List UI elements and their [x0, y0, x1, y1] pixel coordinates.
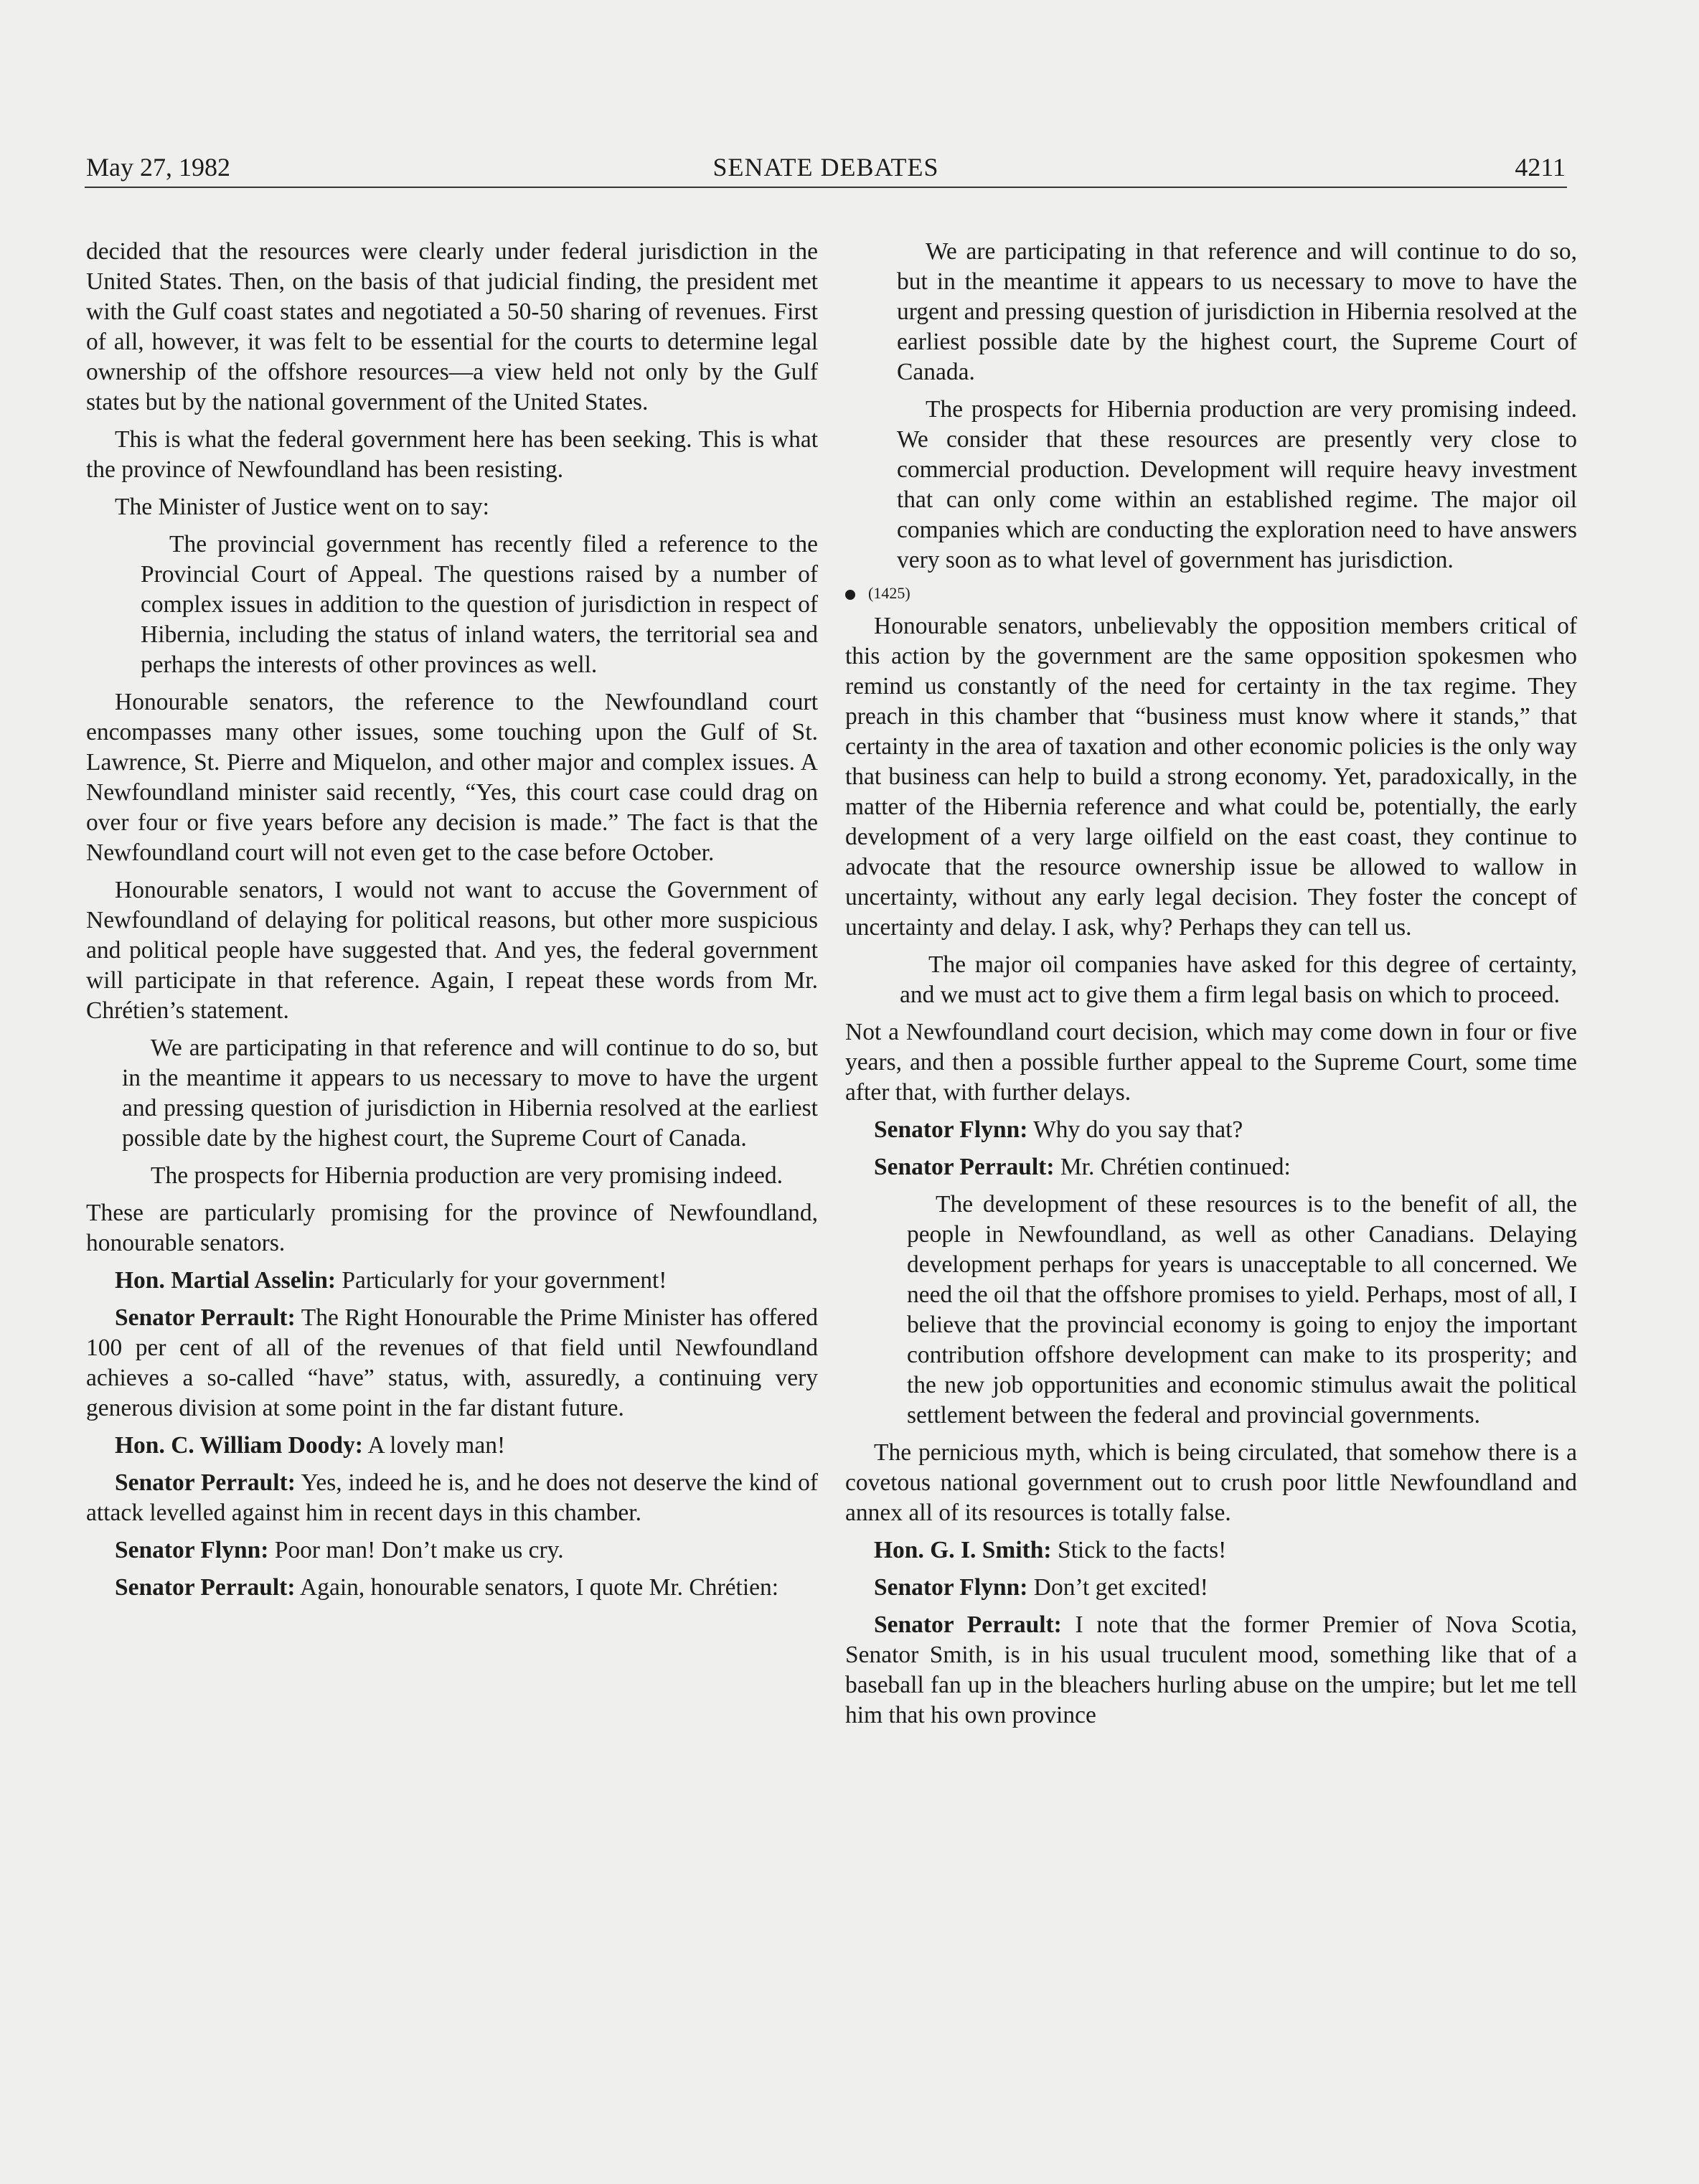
speaker-name: Senator Perrault:: [115, 1574, 296, 1601]
speech-text: Yes, indeed he is, and he does not deserve the kind of attack levelled against him in recent days in this chamber.: [86, 1469, 819, 1526]
paragraph: The Minister of Justice went on to say:: [115, 494, 489, 520]
bullet-icon: [845, 590, 855, 600]
speech-text: Stick to the facts!: [1051, 1537, 1227, 1563]
block-quote: The prospects for Hibernia production are very promising indeed.: [151, 1162, 783, 1189]
time-marker: [845, 583, 1577, 604]
paragraph: This is what the federal government here has been seeking. This is what the province of Newfoundland has been resisting.: [86, 426, 818, 483]
paragraph: Honourable senators, unbelievably the opposition members critical of this action by the government are the same opposition spokesmen who remind us constantly of the need for certainty in the tax regime. They preach in this chamber that “business must know where it stands,” that certainty in the area of taxation and other economic policies is the only way that business can help to build a strong economy. Yet, paradoxically, in the matter of the Hibernia reference and what could be, potentially, the early development of a very large oilfield on the east coast, they continue to advocate that the resource ownership issue be allowed to wallow in uncertainty, without any early legal decision. They foster the concept of uncertainty and delay. I ask, why? Perhaps they can tell us.: [845, 613, 1577, 941]
speaker-name: Senator Perrault:: [874, 1611, 1062, 1638]
speech-text: Again, honourable senators, I quote Mr. Chrétien:: [295, 1574, 779, 1601]
speech: [845, 1152, 1577, 1182]
speaker-name: Hon. Martial Asselin:: [115, 1267, 336, 1294]
speech: [845, 1535, 1577, 1566]
time-marker-text: (1425): [868, 584, 910, 602]
speaker-name: Senator Perrault:: [115, 1304, 296, 1331]
speech: [86, 1266, 818, 1296]
block-quote: The major oil companies have asked for this degree of certainty, and we must act to give them a firm legal basis on which to proceed.: [900, 951, 1577, 1008]
speaker-name: Senator Perrault:: [115, 1469, 296, 1496]
speech: [86, 1535, 818, 1566]
paragraph: decided that the resources were clearly under federal jurisdiction in the United States. Then, on the basis of that judicial finding, the president met with the Gulf coast states and negotiated a 50-50 sharing of revenues. First of all, however, it was felt to be essential for the courts to determine legal ownership of the offshore resources—a view held not only by the Gulf states but by the national government of the United States.: [86, 238, 818, 415]
speaker-name: Hon. C. William Doody:: [115, 1432, 363, 1459]
block-quote: We are participating in that reference and will continue to do so, but in the meantime it appears to us necessary to move to have the urgent and pressing question of jurisdiction in Hibernia resolved at the earliest possible date by the highest court, the Supreme Court of Canada.: [122, 1035, 818, 1152]
speech-text: The Right Honourable the Prime Minister has offered 100 per cent of all of the revenues of that field until Newfoundland achieves a so-called “have” status, with, assuredly, a continuing very generous division at some point in the far distant future.: [86, 1304, 818, 1421]
block-quote: The development of these resources is to the benefit of all, the people in Newfoundland, as well as other Canadians. Delaying development perhaps for years is unacceptable to all concerned. We need the oil that the offshore promises to yield. Perhaps, most of all, I believe that the provincial economy is going to enjoy the important contribution offshore development can make to its prosperity; and the new job opportunities and economic stimulus await the political settlement between the federal and provincial governments.: [907, 1191, 1577, 1428]
speech-text: Why do you say that?: [1027, 1116, 1243, 1143]
speech-text: Don’t get excited!: [1027, 1574, 1208, 1601]
speaker-name: Senator Flynn:: [874, 1116, 1028, 1143]
page-number: 4211: [1515, 153, 1566, 182]
paragraph: The pernicious myth, which is being circulated, that somehow there is a covetous national government out to crush poor little Newfoundland and annex all of its resources is totally false.: [845, 1439, 1577, 1526]
speech: [86, 1303, 818, 1423]
speech: [845, 1573, 1577, 1603]
speech-text: I note that the former Premier of Nova Scotia, Senator Smith, is in his usual truculent mood, something like that of a baseball fan up in the bleachers hurling abuse on the umpire; but let me tell him that his own province: [845, 1611, 1577, 1728]
header-date: May 27, 1982: [86, 153, 230, 182]
page-header: [85, 148, 1567, 188]
block-quote: The prospects for Hibernia production are very promising indeed. We consider that these resources are presently very close to commercial production. Development will require heavy investment that can only come within an established regime. The major oil companies which are conducting the exploration need to have answers very soon as to what level of government has jurisdiction.: [897, 396, 1577, 573]
block-quote: The provincial government has recently filed a reference to the Provincial Court of Appeal. The questions raised by a number of complex issues in addition to the question of jurisdiction in respect of Hibernia, including the status of inland waters, the territorial sea and perhaps the interests of other provinces as well.: [141, 531, 818, 678]
paragraph: Honourable senators, I would not want to accuse the Government of Newfoundland of delaying for political reasons, but other more suspicious and political people have suggested that. And yes, the federal government will participate in that reference. Again, I repeat these words from Mr. Chrétien’s statement.: [86, 877, 818, 1024]
speech-text: A lovely man!: [362, 1432, 506, 1459]
speech: [86, 1573, 818, 1603]
speaker-name: Hon. G. I. Smith:: [874, 1537, 1052, 1563]
block-quote: We are participating in that reference and will continue to do so, but in the meantime it appears to us necessary to move to have the urgent and pressing question of jurisdiction in Hibernia resolved at the earliest possible date by the highest court, the Supreme Court of Canada.: [897, 238, 1577, 385]
paragraph: These are particularly promising for the province of Newfoundland, honourable senators.: [86, 1200, 818, 1256]
right-column: [845, 237, 1577, 1738]
speaker-name: Senator Flynn:: [115, 1537, 269, 1563]
speech-text: Mr. Chrétien continued:: [1054, 1154, 1291, 1180]
speech: [845, 1115, 1577, 1145]
speech: [86, 1431, 818, 1461]
speech: [845, 1610, 1577, 1731]
speech-text: Poor man! Don’t make us cry.: [268, 1537, 564, 1563]
speaker-name: Senator Flynn:: [874, 1574, 1028, 1601]
speech-text: Particularly for your government!: [336, 1267, 667, 1294]
paragraph: Not a Newfoundland court decision, which may come down in four or five years, and then a possible further appeal to the Supreme Court, some time after that, with further delays.: [845, 1019, 1577, 1106]
speech: [86, 1468, 818, 1528]
paragraph: Honourable senators, the reference to the Newfoundland court encompasses many other issues, some touching upon the Gulf of St. Lawrence, St. Pierre and Miquelon, and other major and complex issues. A Newfoundland minister said recently, “Yes, this court case could drag on over four or five years before any decision is made.” The fact is that the Newfoundland court will not even get to the case before October.: [86, 689, 818, 866]
speaker-name: Senator Perrault:: [874, 1154, 1055, 1180]
left-column: [86, 237, 818, 1610]
header-title: SENATE DEBATES: [712, 153, 939, 182]
